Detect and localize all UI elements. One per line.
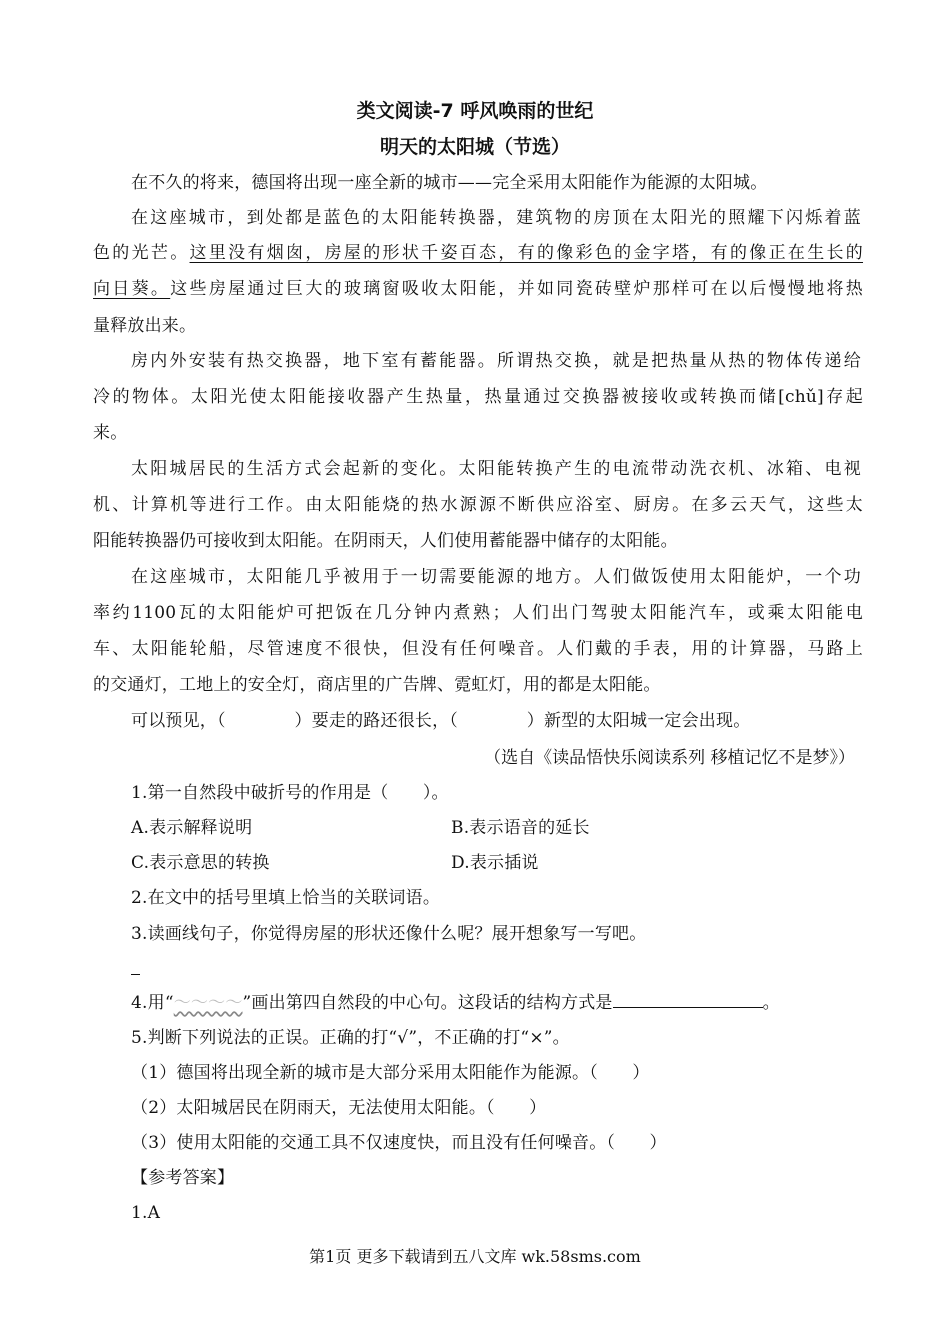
paragraph-5-line-2: 率约1100瓦的太阳能炉可把饭在几分钟内煮熟；人们出门驾驶太阳能汽车，或乘太阳能电 xyxy=(93,603,863,623)
answers-heading: 【参考答案】 xyxy=(131,1168,235,1188)
question-1-options-row-2 xyxy=(131,850,861,876)
plain-text: 这些房屋通过巨大的玻璃窗吸收太阳能，并如同瓷砖壁炉那样可在以后慢慢地将热 xyxy=(170,279,863,299)
paragraph-6: 可以预见，（ ）要走的路还很长，（ ）新型的太阳城一定会出现。 xyxy=(131,711,751,731)
question-5-item-1: （1）德国将出现全新的城市是大部分采用太阳能作为能源。（ ） xyxy=(131,1063,650,1083)
paragraph-2-line-2 xyxy=(93,240,863,266)
paragraph-3-line-1: 房内外安装有热交换器，地下室有蓄能器。所谓热交换，就是把热量从热的物体传递给 xyxy=(131,351,861,371)
q4-text-b: ”画出第四自然段的中心句。这段话的结构方式是 xyxy=(242,993,613,1013)
paragraph-4-line-3: 阳能转换器仍可接收到太阳能。在阴雨天，人们使用蓄能器中储存的太阳能。 xyxy=(93,531,678,551)
paragraph-2-line-3 xyxy=(93,276,863,302)
q4-text-c: 。 xyxy=(762,993,780,1013)
answer-1: 1.A xyxy=(131,1203,161,1223)
answer-line-mark xyxy=(131,974,140,975)
question-2: 2.在文中的括号里填上恰当的关联词语。 xyxy=(131,888,441,908)
paragraph-3-line-3: 来。 xyxy=(93,423,128,443)
wavy-line-symbol: ～～～～ xyxy=(173,993,243,1013)
passage-title: 明天的太阳城（节选） xyxy=(379,136,570,158)
paragraph-5-line-4: 的交通灯，工地上的安全灯，商店里的广告牌、霓虹灯，用的都是太阳能。 xyxy=(93,675,661,695)
paragraph-5-line-1: 在这座城市，太阳能几乎被用于一切需要能源的地方。人们做饭使用太阳能炉，一个功 xyxy=(131,567,861,587)
underlined-sentence: 这里没有烟囱，房屋的形状千姿百态，有的像彩色的金字塔，有的像正在生长的 xyxy=(189,243,864,263)
question-5-item-2: （2）太阳城居民在阴雨天，无法使用太阳能。（ ） xyxy=(131,1098,547,1118)
option-a: A.表示解释说明 xyxy=(131,818,253,838)
option-d: D.表示插说 xyxy=(451,853,539,873)
page-footer: 第1页 更多下载请到五八文库 wk.58sms.com xyxy=(309,1247,641,1266)
option-b: B.表示语音的延长 xyxy=(451,818,590,838)
question-5: 5.判断下列说法的正误。正确的打“√”，不正确的打“×”。 xyxy=(131,1028,570,1048)
paragraph-2-line-1: 在这座城市，到处都是蓝色的太阳能转换器，建筑物的房顶在太阳光的照耀下闪烁着蓝 xyxy=(131,208,861,228)
source-citation: （选自《读品悟快乐阅读系列 移植记忆不是梦》） xyxy=(484,748,855,768)
paragraph-1: 在不久的将来，德国将出现一座全新的城市——完全采用太阳能作为能源的太阳城。 xyxy=(131,173,768,193)
plain-text: 色的光芒。 xyxy=(93,243,190,263)
option-c: C.表示意思的转换 xyxy=(131,853,270,873)
paragraph-3-line-2: 冷的物体。太阳光使太阳能接收器产生热量，热量通过交换器被接收或转换而储[chǔ]存起 xyxy=(93,387,863,407)
answer-blank[interactable] xyxy=(613,991,763,1008)
underlined-sentence-end: 向日葵。 xyxy=(93,279,171,299)
page-title: 类文阅读-7 呼风唤雨的世纪 xyxy=(356,100,594,122)
question-3: 3.读画线句子，你觉得房屋的形状还像什么呢？展开想象写一写吧。 xyxy=(131,924,647,944)
paragraph-4-line-1: 太阳城居民的生活方式会起新的变化。太阳能转换产生的电流带动洗衣机、冰箱、电视 xyxy=(131,459,861,479)
paragraph-5-line-3: 车、太阳能轮船，尽管速度不很快，但没有任何噪音。人们戴的手表，用的计算器，马路上 xyxy=(93,639,863,659)
paragraph-2-line-4: 量释放出来。 xyxy=(93,316,197,336)
paragraph-4-line-2: 机、计算机等进行工作。由太阳能烧的热水源源不断供应浴室、厨房。在多云天气，这些太 xyxy=(93,495,863,515)
question-4 xyxy=(131,990,861,1016)
question-5-item-3: （3）使用太阳能的交通工具不仅速度快，而且没有任何噪音。（ ） xyxy=(131,1133,667,1153)
question-1-options-row-1 xyxy=(131,815,861,841)
question-1: 1.第一自然段中破折号的作用是（ ）。 xyxy=(131,783,449,803)
q4-text-a: 4.用“ xyxy=(131,993,174,1013)
